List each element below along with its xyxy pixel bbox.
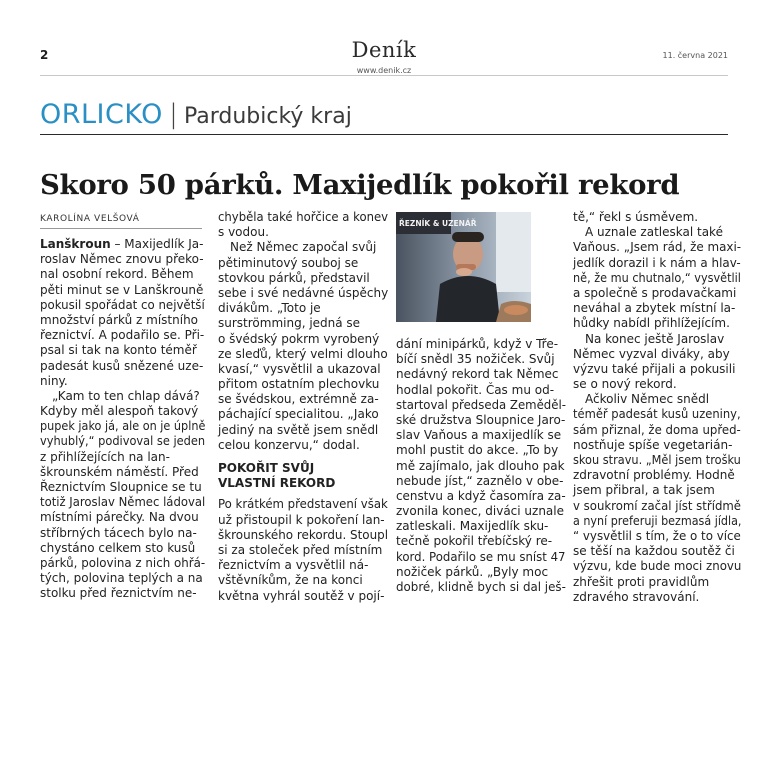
text-line: divákům. „Toto je bbox=[218, 301, 321, 316]
text-line: padesát kusů snězené uze- bbox=[40, 358, 204, 373]
text-line: jediný na světě jsem snědl bbox=[218, 422, 379, 437]
photo-sign-text: ŘEZNÍK & UZENÁŘ bbox=[399, 219, 477, 228]
text-line: sebe i své nedávné úspěchy bbox=[218, 285, 389, 300]
text-line: Kdyby měl alespoň takový bbox=[40, 404, 199, 419]
text-line: slav Vaňous a maxijedlík se bbox=[396, 428, 562, 443]
text-line: niny. bbox=[40, 373, 68, 388]
text-line: Než Němec započal svůj bbox=[230, 240, 377, 255]
text-line: z přihlížejících na lan- bbox=[40, 449, 170, 464]
text-line: totiž Jaroslav Němec ládoval bbox=[40, 495, 206, 510]
text-line: zdravotní problémy. Hodně bbox=[573, 468, 735, 483]
text-line: už přistoupil k pokoření lan- bbox=[218, 512, 385, 527]
text-line: Na konec ještě Jaroslav bbox=[585, 331, 725, 346]
section-name: ORLICKO bbox=[40, 99, 163, 130]
text-line: nebude jíst,“ zaznělo v obe- bbox=[396, 473, 564, 488]
text-line: se švédskou, extrémně za- bbox=[218, 392, 379, 407]
text-line: pokusil spořádat co největší bbox=[40, 297, 205, 312]
text-line: stříbrných tácech bylo na- bbox=[40, 525, 197, 540]
text-line: mohl pustit do akce. „To by bbox=[396, 443, 559, 458]
text-line: stovkou párků, představil bbox=[218, 270, 370, 285]
subheading: VLASTNÍ REKORD bbox=[218, 476, 336, 491]
text-line: se o nový rekord. bbox=[573, 377, 677, 392]
section-heading bbox=[40, 100, 352, 132]
text-line: surströmming, jedná se bbox=[218, 316, 361, 331]
article-column-3 bbox=[396, 337, 566, 595]
text-line: roslav Němec znovu překo- bbox=[40, 252, 204, 267]
text-line: A uznale zatleskal také bbox=[585, 225, 723, 240]
article-column-2 bbox=[218, 210, 388, 604]
text-line: nal osobní rekord. Během bbox=[40, 267, 194, 282]
text-line: kord. Podařilo se mu sníst 47 bbox=[396, 549, 566, 564]
text-line: páchající specialitou. „Jako bbox=[218, 407, 379, 422]
text-line: v soukromí začal jíst střídmě bbox=[573, 498, 742, 513]
text-line: celou konzervu,“ dodal. bbox=[218, 437, 360, 452]
text-line: startoval předseda Zeměděl- bbox=[396, 397, 566, 412]
text-line: Řeznictvím Sloupnice se tu bbox=[40, 480, 202, 494]
text-line: množství párků z místního bbox=[40, 312, 199, 327]
text-line: zvonila konec, diváci uznale bbox=[396, 504, 564, 519]
text-line: neváhal a zbytek místní la- bbox=[573, 301, 736, 316]
text-line: škrounského rekordu. Stoupl bbox=[218, 527, 389, 542]
text-line: Němec vyzval diváky, aby bbox=[573, 346, 730, 361]
text-line: Lanškroun – Maxijedlík Ja- bbox=[40, 237, 204, 251]
text-line: jedlík dorazil i k nám a hlav- bbox=[573, 255, 741, 270]
text-line: se těší na každou soutěž či bbox=[573, 544, 735, 559]
spacer bbox=[218, 453, 388, 461]
text-line: ně, že mu chutnalo,“ vysvětlil bbox=[573, 270, 741, 285]
text-line: výzvu také přijali a pokusili bbox=[573, 361, 736, 376]
text-line: pětiminutový souboj se bbox=[218, 255, 359, 270]
text-line: vyhublý,“ podivoval se jeden bbox=[40, 434, 206, 449]
text-line: chyběla také hořčice a konev bbox=[218, 210, 389, 224]
text-line: ze sleďů, který velmi dlouho bbox=[218, 346, 388, 361]
text-line: místními párečky. Na dvou bbox=[40, 510, 199, 525]
text-line: stolku před řeznictvím ne- bbox=[40, 586, 197, 601]
text-line: zhřešit proti pravidlům bbox=[573, 574, 710, 589]
text-line: chystáno celkem sto kusů bbox=[40, 540, 196, 555]
text-line: psal si tak na konto téměř bbox=[40, 343, 197, 358]
text-line: jsem přibral, a tak jsem bbox=[573, 483, 715, 498]
text-line: tečně pokořil třebíčský re- bbox=[396, 534, 553, 549]
text-line: a společně s prodavačkami bbox=[573, 285, 737, 300]
article-column-1 bbox=[40, 237, 205, 602]
byline-divider bbox=[40, 228, 202, 229]
text-line: nedávný rekord tak Němec bbox=[396, 367, 559, 382]
text-line: škrounském náměstí. Před bbox=[40, 464, 199, 479]
text-line: Vaňous. „Jsem rád, že maxi- bbox=[573, 240, 742, 255]
text-line: přitom ostatním plechovku bbox=[218, 377, 380, 392]
text-line: a nyní preferuji bezmasá jídla, bbox=[573, 513, 742, 528]
subheading: POKOŘIT SVŮJ bbox=[218, 461, 315, 475]
text-line: tých, polovina teplých a na bbox=[40, 571, 203, 586]
text-line: ské družstva Sloupnice Jaro- bbox=[396, 412, 566, 427]
text-line: pěti minut se v Lanškrouně bbox=[40, 282, 204, 297]
issue-date: 11. června 2021 bbox=[662, 51, 728, 60]
text-line: pupek jako já, ale on je úplně bbox=[40, 419, 206, 434]
section-divider bbox=[40, 134, 728, 135]
text-line: s vodou. bbox=[218, 225, 269, 240]
text-line: dobré, klidně bych si dal ješ- bbox=[396, 580, 566, 594]
text-line: o švédský pokrm vyrobený bbox=[218, 331, 380, 346]
masthead-url: www.denik.cz bbox=[356, 66, 412, 75]
text-line: hodlal pokořit. Čas mu od- bbox=[396, 382, 555, 397]
page-number: 2 bbox=[40, 48, 49, 62]
text-line: zdravého stravování. bbox=[573, 589, 700, 604]
text-line: “ vysvětlil s tím, že o to více bbox=[573, 528, 741, 543]
text-line: nostňuje spíše vegetarián- bbox=[573, 437, 733, 452]
section-separator: | bbox=[168, 99, 178, 130]
text-line: censtvu a když časomíra za- bbox=[396, 488, 566, 503]
text-line: Ačkoliv Němec snědl bbox=[585, 392, 710, 407]
text-line: mě zajímalo, jak dlouho pak bbox=[396, 458, 565, 473]
text-line: sám přiznal, že doma upřed- bbox=[573, 422, 741, 437]
article-photo bbox=[396, 212, 531, 322]
photo-man-eating-sausages bbox=[396, 212, 531, 322]
masthead-logo: Deník bbox=[351, 38, 417, 62]
text-line: vštěvníkům, že na konci bbox=[218, 573, 363, 588]
text-line: zatleskali. Maxijedlík sku- bbox=[396, 519, 549, 534]
header-divider bbox=[40, 75, 728, 76]
article-column-4 bbox=[573, 210, 741, 605]
text-line: Po krátkém představení však bbox=[218, 497, 388, 512]
text-line: řeznictvím a vysvětlil ná- bbox=[218, 558, 369, 573]
text-line: nožiček párků. „Byly moc bbox=[396, 564, 549, 579]
text-line: „Kam to ten chlap dává? bbox=[52, 388, 200, 403]
dateline: Lanškroun bbox=[40, 237, 111, 251]
text-line: řeznictví. A podařilo se. Při- bbox=[40, 328, 205, 343]
text-line: výzvu, kde bude moci znovu bbox=[573, 559, 742, 574]
section-region: Pardubický kraj bbox=[183, 104, 352, 129]
text-line: skou stravu. „Měl jsem trošku bbox=[573, 453, 741, 467]
text-line: května vyhrál soutěž v pojí- bbox=[218, 588, 385, 603]
text-line: kvasí,“ vysvětlil a ukazoval bbox=[218, 361, 381, 376]
text-line: téměř padesát kusů uzeniny, bbox=[573, 407, 741, 422]
text-line: tě,“ řekl s úsměvem. bbox=[573, 210, 699, 224]
text-line: dání minipárků, když v Tře- bbox=[396, 337, 559, 351]
article-headline: Skoro 50 párků. Maxijedlík pokořil rekord bbox=[40, 169, 680, 201]
text-line: párků, polovina z nich ohřá- bbox=[40, 555, 206, 570]
article-byline: KAROLÍNA VELŠOVÁ bbox=[40, 214, 140, 224]
text-line: hůdky nabídl přihlížejícím. bbox=[573, 316, 730, 331]
text-line: si za stoleček před místním bbox=[218, 542, 383, 557]
text-line: bíčí snědl 35 nožiček. Svůj bbox=[396, 352, 555, 367]
